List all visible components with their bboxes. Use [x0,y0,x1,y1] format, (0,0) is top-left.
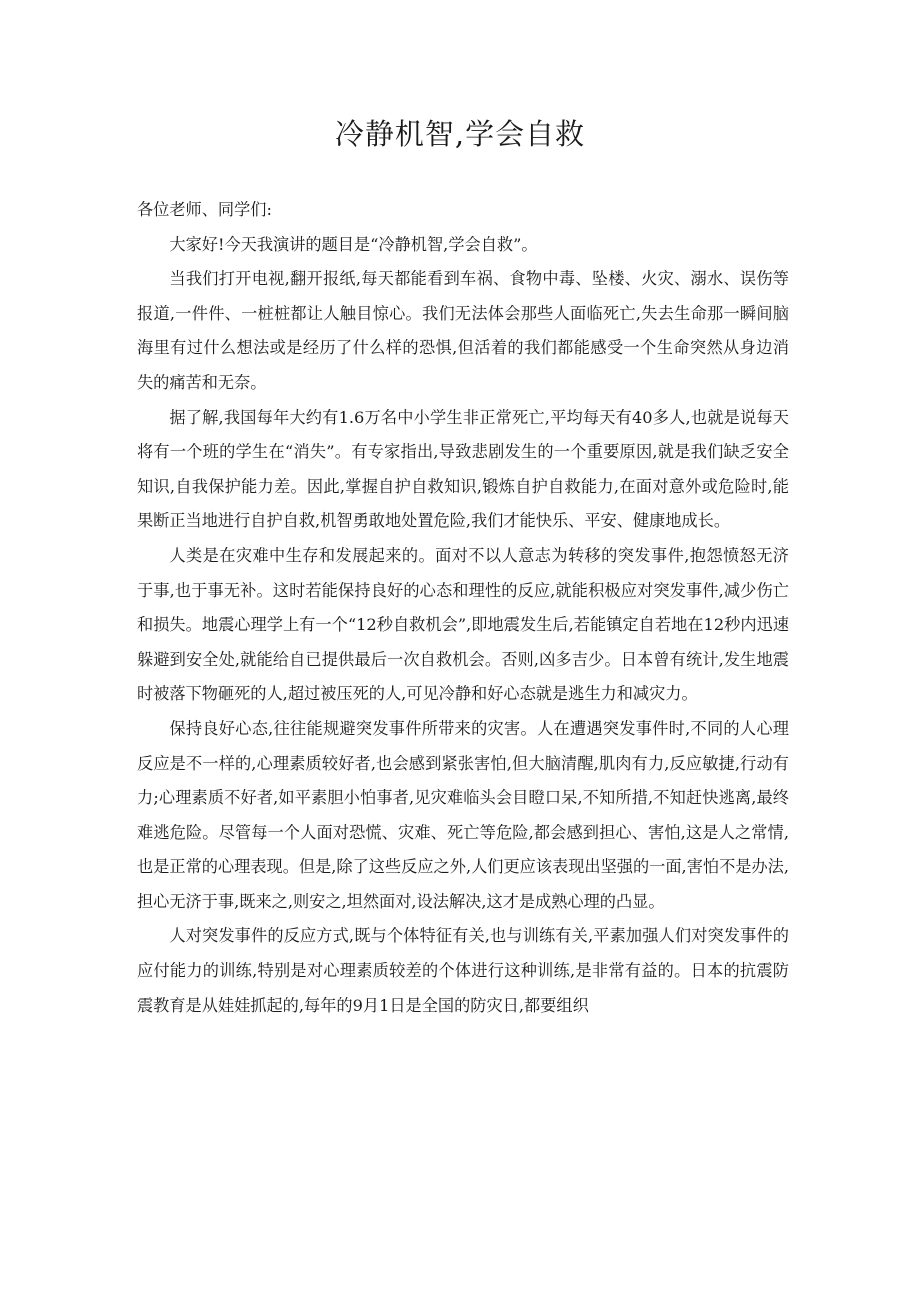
paragraph-earthquake: 人类是在灾难中生存和发展起来的。面对不以人意志为转移的突发事件,抱怨愤怒无济于事,也于事无补。这时若能保持良好的心态和理性的反应,就能积极应对突发事件,减少伤亡和损失。地震心理学上有一个“12秒自救机会”,即地震发生后,若能镇定自若地在12秒内迅速躲避到安全处,就能给自已提供最后一次自救机会。否则,凶多吉少。日本曾有统计,发生地震时被落下物砸死的人,超过被压死的人,可见冷静和好心态就是逃生力和减灾力。 [137,545,789,704]
document-body [137,193,789,1023]
document-title: 冷静机智,学会自救 [334,117,586,151]
paragraph-mindset: 保持良好心态,往往能规避突发事件所带来的灾害。人在遭遇突发事件时,不同的人心理反应是不一样的,心理素质较好者,也会感到紧张害怕,但大脑清醒,肌肉有力,反应敏捷,行动有力;心理素质不好者,如平素胆小怕事者,见灾难临头会目瞪口呆,不知所措,不知赶快逃离,最终难逃危险。尽管每一个人面对恐慌、灾难、死亡等危险,都会感到担心、害怕,这是人之常情,也是正常的心理表现。但是,除了这些反应之外,人们更应该表现出坚强的一面,害怕不是办法,担心无济于事,既来之,则安之,坦然面对,设法解决,这才是成熟心理的凸显。 [137,718,789,911]
paragraph-opening: 大家好!今天我演讲的题目是“冷静机智,学会自救”。 [169,234,538,254]
paragraph-training: 人对突发事件的反应方式,既与个体特征有关,也与训练有关,平素加强人们对突发事件的应付能力的训练,特别是对心理素质较差的个体进行这种训练,是非常有益的。日本的抗震防震教育是从娃娃抓起的,每年的9月1日是全国的防灾日,都要组织 [137,926,789,1015]
paragraph-statistics: 据了解,我国每年大约有1.6万名中小学生非正常死亡,平均每天有40多人,也就是说每天将有一个班的学生在“消失”。有专家指出,导致悲剧发生的一个重要原因,就是我们缺乏安全知识,自我保护能力差。因此,掌握自护自救知识,锻炼自护自救能力,在面对意外或危险时,能果断正当地进行自护自救,机智勇敢地处置危险,我们才能快乐、平安、健康地成长。 [137,407,789,531]
paragraph-news-reports: 当我们打开电视,翻开报纸,每天都能看到车祸、食物中毒、坠楼、火灾、溺水、误伤等报道,一件件、一桩桩都让人触目惊心。我们无法体会那些人面临死亡,失去生命那一瞬间脑海里有过什么想法或是经历了什么样的恐惧,但活着的我们都能感受一个生命突然从身边消失的痛苦和无奈。 [137,269,789,392]
greeting: 各位老师、同学们: [137,200,272,219]
